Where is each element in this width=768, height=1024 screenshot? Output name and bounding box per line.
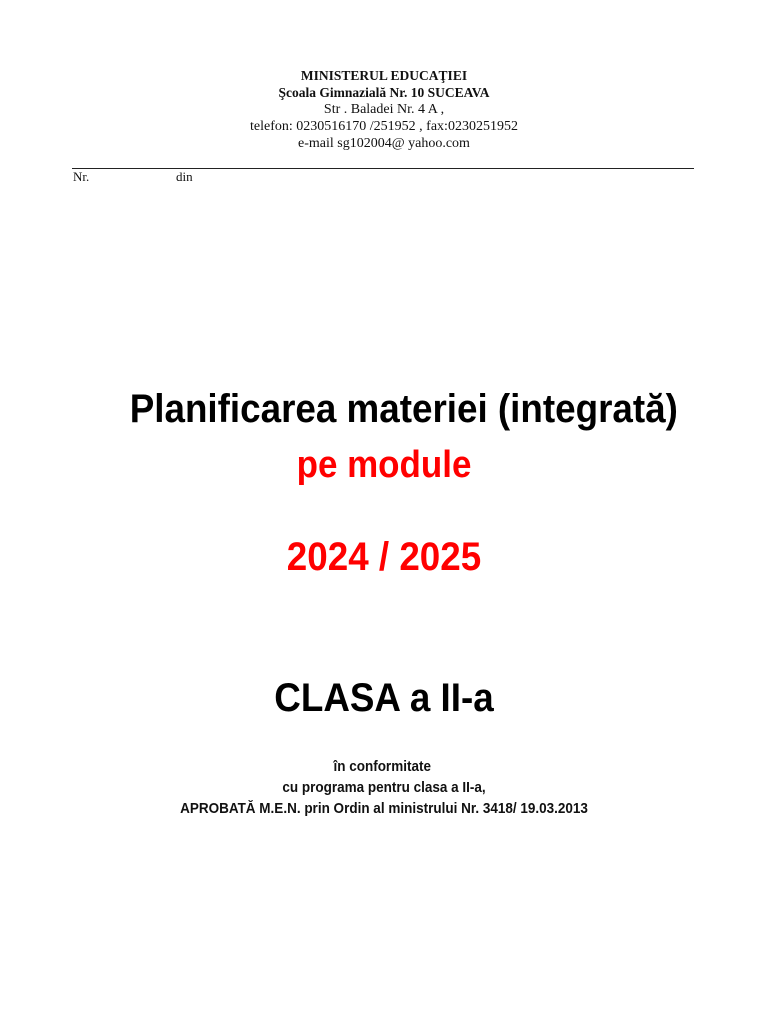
school-name: Şcoala Gimnazială Nr. 10 SUCEAVA — [278, 85, 490, 100]
conformity-line-1: în conformitate — [333, 758, 431, 775]
school-year: 2024 / 2025 — [286, 535, 482, 579]
letterhead-divider — [72, 168, 694, 169]
registration-date-label: din — [176, 169, 193, 184]
registration-number-label: Nr. — [73, 169, 90, 184]
ministry-name: MINISTERUL EDUCAŢIEI — [300, 68, 468, 83]
conformity-line-3: APROBATĂ M.E.N. prin Ordin al ministrului Nr. 3418/ 19.03.2013 — [180, 800, 588, 817]
school-address: Str . Baladei Nr. 4 A , — [323, 102, 445, 117]
class-heading: CLASA a II-a — [274, 676, 494, 720]
school-phone-fax: telefon: 0230516170 /251952 , fax:0230251952 — [250, 119, 518, 134]
conformity-line-2: cu programa pentru clasa a II-a, — [282, 779, 486, 796]
document-subtitle: pe module — [296, 444, 472, 486]
conformity-statement — [0, 756, 768, 819]
document-title: Planificarea materiei (integrată) — [129, 387, 678, 431]
school-letterhead — [0, 67, 768, 152]
school-email: e-mail sg102004@ yahoo.com — [298, 136, 470, 151]
